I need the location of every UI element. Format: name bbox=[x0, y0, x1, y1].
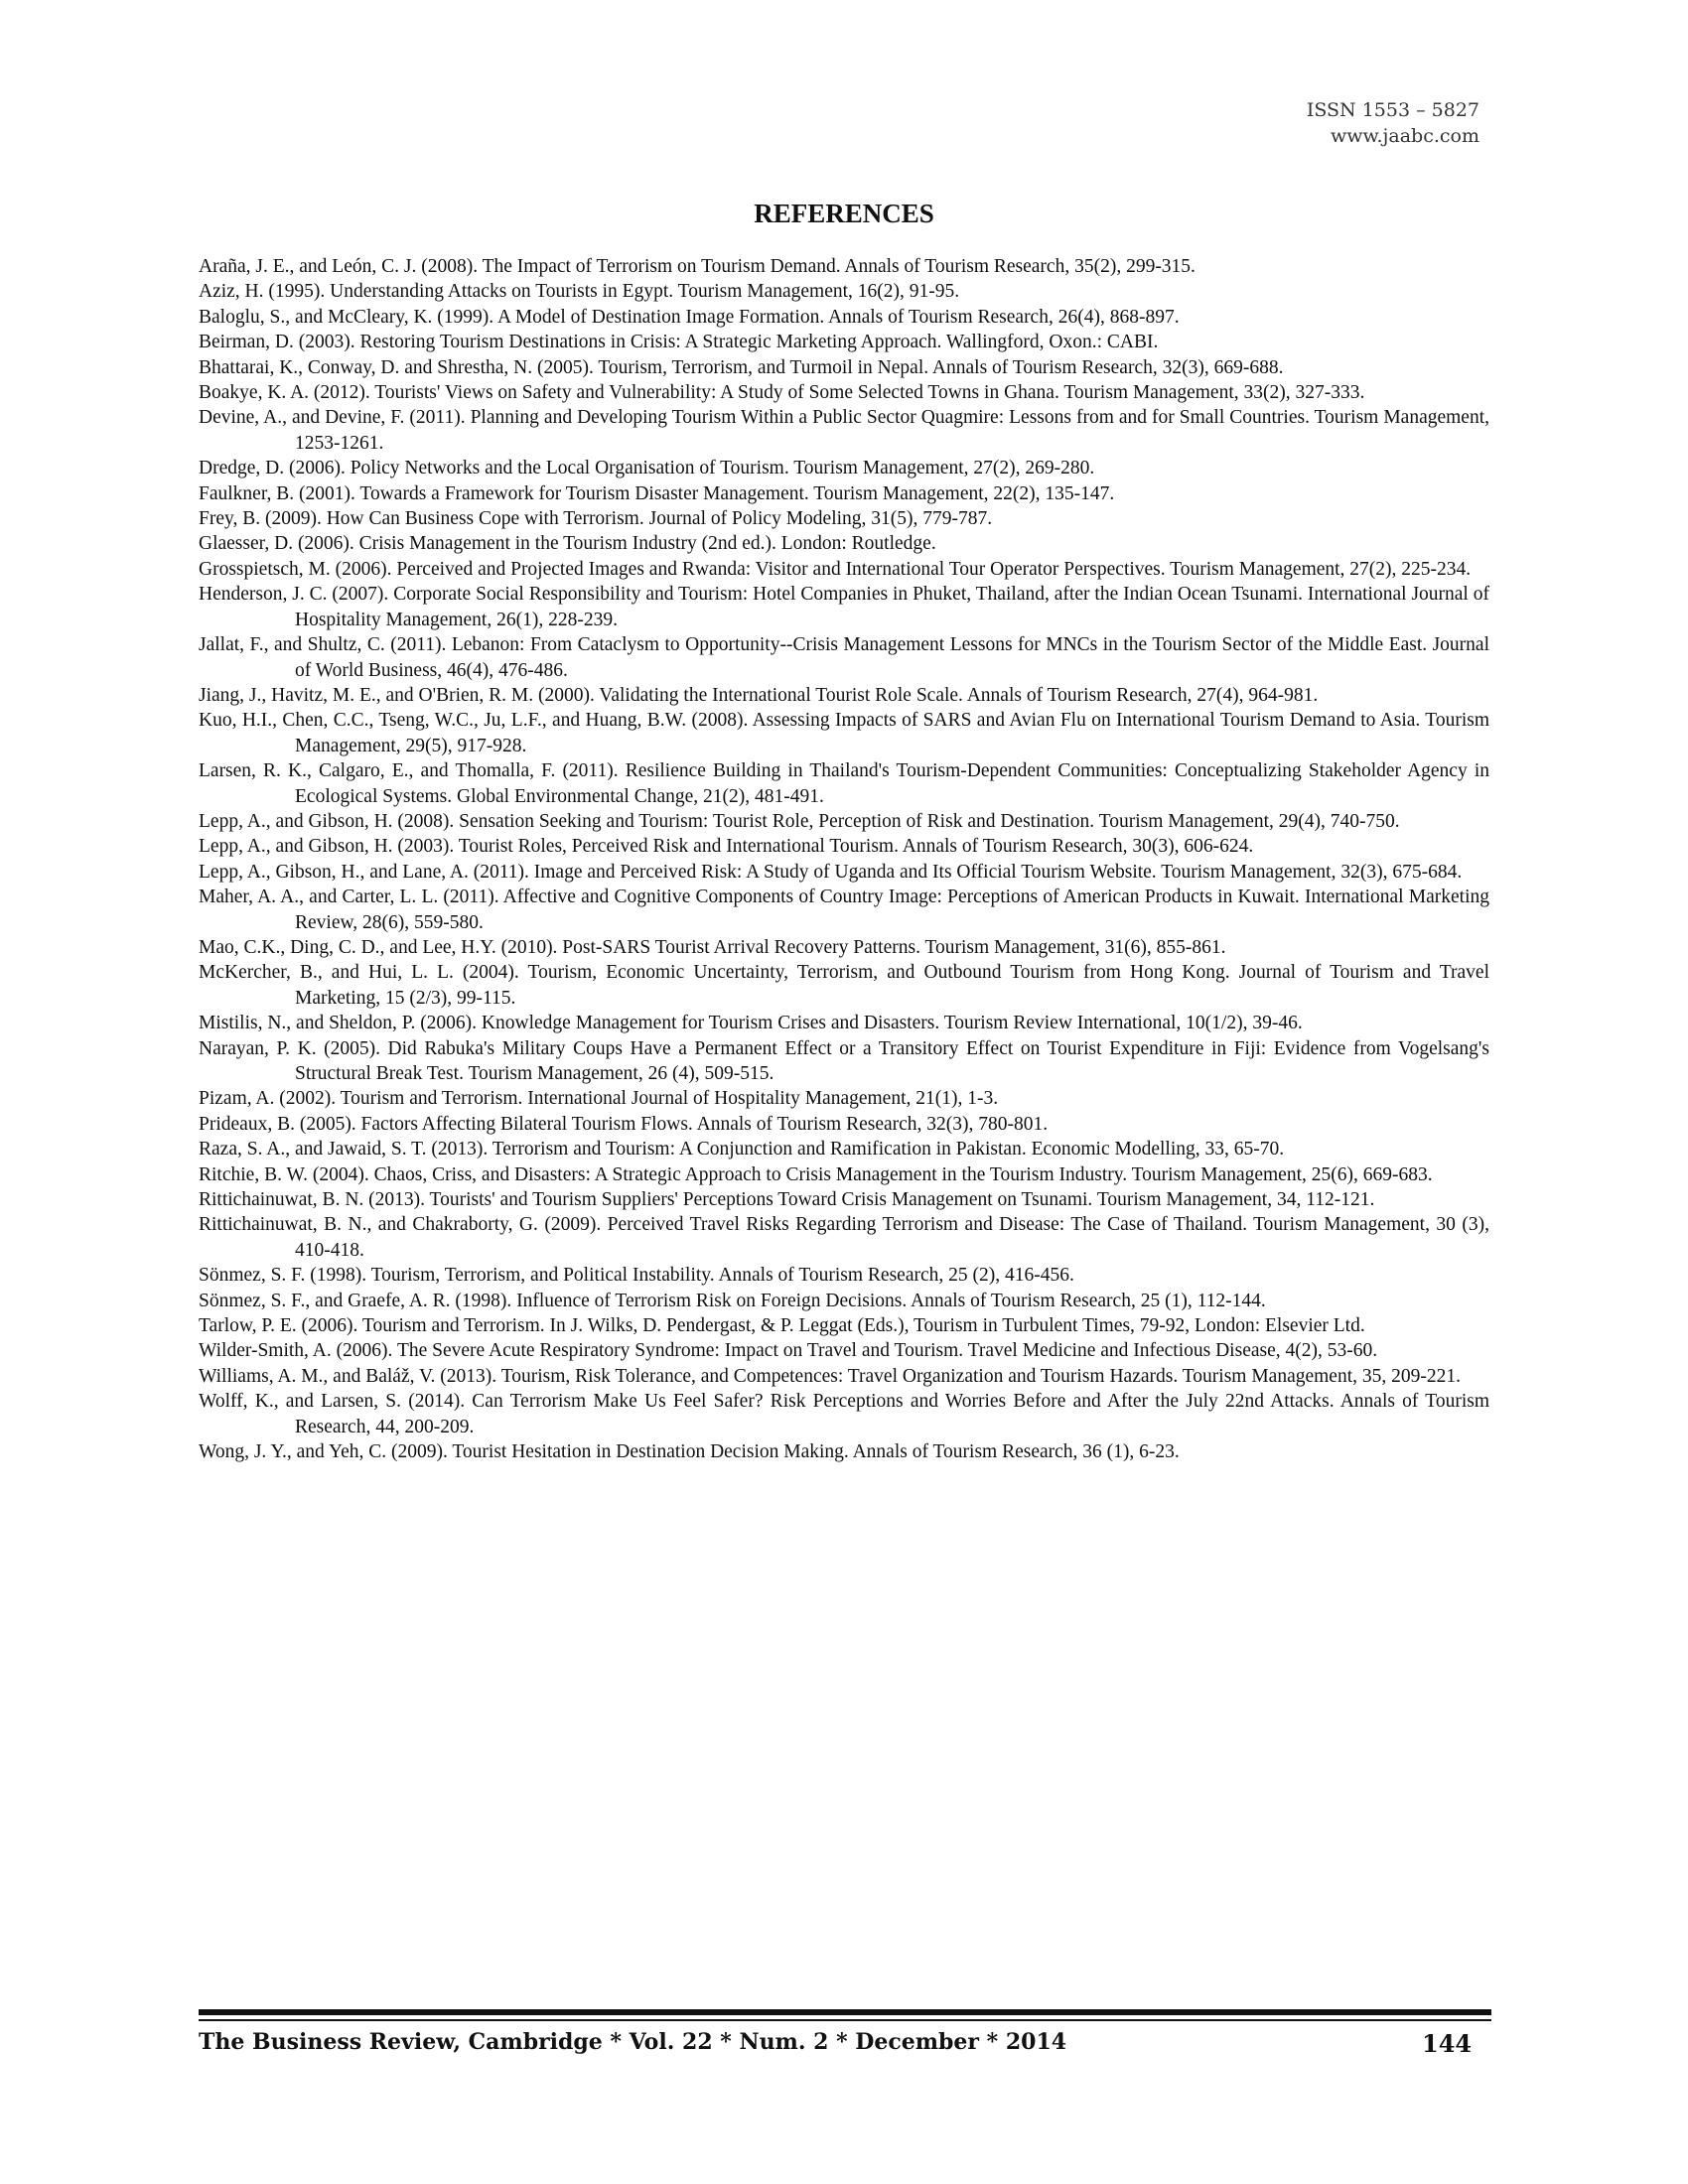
page-header bbox=[1307, 97, 1479, 149]
reference-item: McKercher, B., and Hui, L. L. (2004). Tourism, Economic Uncertainty, Terrorism, and Outbound Tourism from Hong Kong. Journal of Tourism and Travel Marketing, 15 (2/3), 99-115. bbox=[199, 962, 1489, 1009]
reference-item: Grosspietsch, M. (2006). Perceived and Projected Images and Rwanda: Visitor and International Tour Operator Perspectives. Tourism Management, 27(2), 225-234. bbox=[199, 558, 1472, 580]
issn-label: ISSN 1553 – 5827 bbox=[1306, 99, 1479, 121]
reference-item: Mao, C.K., Ding, C. D., and Lee, H.Y. (2010). Post-SARS Tourist Arrival Recovery Patterns. Tourism Management, 31(6), 855-861. bbox=[199, 936, 1226, 958]
reference-item: Lepp, A., and Gibson, H. (2008). Sensation Seeking and Tourism: Tourist Role, Perception of Risk and Destination. Tourism Management, 29(4), 740-750. bbox=[199, 810, 1400, 832]
reference-item: Sönmez, S. F., and Graefe, A. R. (1998). Influence of Terrorism Risk on Foreign Decisions. Annals of Tourism Research, 25 (1), 112-144. bbox=[199, 1290, 1266, 1311]
reference-item: Boakye, K. A. (2012). Tourists' Views on Safety and Vulnerability: A Study of Some Selected Towns in Ghana. Tourism Management, 33(2), 327-333. bbox=[199, 382, 1365, 404]
reference-item: Bhattarai, K., Conway, D. and Shrestha, N. (2005). Tourism, Terrorism, and Turmoil in Nepal. Annals of Tourism Research, 32(3), 669-688. bbox=[199, 356, 1284, 378]
page-number: 144 bbox=[1422, 2029, 1473, 2058]
reference-item: Lepp, A., Gibson, H., and Lane, A. (2011). Image and Perceived Risk: A Study of Uganda and Its Official Tourism Website. Tourism Management, 32(3), 675-684. bbox=[199, 861, 1463, 883]
journal-footer: The Business Review, Cambridge * Vol. 22 * Num. 2 * December * 2014 bbox=[199, 2029, 1067, 2055]
reference-item: Narayan, P. K. (2005). Did Rabuka's Military Coups Have a Permanent Effect or a Transitory Effect on Tourist Expenditure in Fiji: Evidence from Vogelsang's Structural Break Test. Tourism Management, 26 (4), 509-515. bbox=[199, 1037, 1489, 1084]
reference-item: Aziz, H. (1995). Understanding Attacks on Tourists in Egypt. Tourism Management, 16(2), 91-95. bbox=[199, 281, 960, 303]
reference-item: Jallat, F., and Shultz, C. (2011). Lebanon: From Cataclysm to Opportunity--Crisis Management Lessons for MNCs in the Tourism Sector of the Middle East. Journal of World Business, 46(4), 476-486. bbox=[199, 634, 1489, 681]
reference-item: Maher, A. A., and Carter, L. L. (2011). Affective and Cognitive Components of Country Image: Perceptions of American Products in Kuwait. International Marketing Review, 28(6), 559-580. bbox=[199, 887, 1489, 933]
reference-item: Dredge, D. (2006). Policy Networks and the Local Organisation of Tourism. Tourism Management, 27(2), 269-280. bbox=[199, 458, 1095, 479]
reference-item: Rittichainuwat, B. N. (2013). Tourists' and Tourism Suppliers' Perceptions Toward Crisis Management on Tsunami. Tourism Management, 34, 112-121. bbox=[199, 1189, 1375, 1211]
reference-item: Baloglu, S., and McCleary, K. (1999). A Model of Destination Image Formation. Annals of Tourism Research, 26(4), 868-897. bbox=[199, 306, 1180, 328]
reference-item: Wilder-Smith, A. (2006). The Severe Acute Respiratory Syndrome: Impact on Travel and Tourism. Travel Medicine and Infectious Disease, 4(2), 53-60. bbox=[199, 1340, 1378, 1362]
reference-list bbox=[199, 254, 1489, 1465]
reference-item: Raza, S. A., and Jawaid, S. T. (2013). Terrorism and Tourism: A Conjunction and Ramification in Pakistan. Economic Modelling, 33, 65-70. bbox=[199, 1139, 1285, 1160]
reference-item: Jiang, J., Havitz, M. E., and O'Brien, R. M. (2000). Validating the International Tourist Role Scale. Annals of Tourism Research, 27(4), 964-981. bbox=[199, 684, 1319, 706]
reference-item: Sönmez, S. F. (1998). Tourism, Terrorism, and Political Instability. Annals of Tourism Research, 25 (2), 416-456. bbox=[199, 1265, 1074, 1287]
reference-item: Faulkner, B. (2001). Towards a Framework for Tourism Disaster Management. Tourism Management, 22(2), 135-147. bbox=[199, 482, 1115, 504]
reference-item: Wolff, K., and Larsen, S. (2014). Can Terrorism Make Us Feel Safer? Risk Perceptions and Worries Before and After the July 22nd Attacks. Annals of Tourism Research, 44, 200-209. bbox=[199, 1391, 1489, 1437]
reference-item: Beirman, D. (2003). Restoring Tourism Destinations in Crisis: A Strategic Marketing Approach. Wallingford, Oxon.: CABI. bbox=[199, 332, 1159, 353]
reference-item: Tarlow, P. E. (2006). Tourism and Terrorism. In J. Wilks, D. Pendergast, & P. Leggat (Eds.), Tourism in Turbulent Times, 79-92, London: Elsevier Ltd. bbox=[199, 1315, 1365, 1337]
reference-item: Mistilis, N., and Sheldon, P. (2006). Knowledge Management for Tourism Crises and Disasters. Tourism Review International, 10(1/2), 39-46. bbox=[199, 1013, 1303, 1034]
reference-item: Rittichainuwat, B. N., and Chakraborty, G. (2009). Perceived Travel Risks Regarding Terrorism and Disease: The Case of Thailand. Tourism Management, 30 (3), 410-418. bbox=[199, 1214, 1489, 1261]
reference-item: Henderson, J. C. (2007). Corporate Social Responsibility and Tourism: Hotel Companies in Phuket, Thailand, after the Indian Ocean Tsunami. International Journal of Hospitality Management, 26(1), 228-239. bbox=[199, 584, 1489, 630]
reference-item: Pizam, A. (2002). Tourism and Terrorism. International Journal of Hospitality Management, 21(1), 1-3. bbox=[199, 1088, 999, 1110]
reference-item: Prideaux, B. (2005). Factors Affecting Bilateral Tourism Flows. Annals of Tourism Research, 32(3), 780-801. bbox=[199, 1113, 1049, 1135]
reference-item: Glaesser, D. (2006). Crisis Management in the Tourism Industry (2nd ed.). London: Routledge. bbox=[199, 533, 936, 555]
reference-item: Williams, A. M., and Baláž, V. (2013). Tourism, Risk Tolerance, and Competences: Travel Organization and Tourism Hazards. Tourism Management, 35, 209-221. bbox=[199, 1365, 1461, 1387]
reference-item: Kuo, H.I., Chen, C.C., Tseng, W.C., Ju, L.F., and Huang, B.W. (2008). Assessing Impacts of SARS and Avian Flu on International Tourism Demand to Asia. Tourism Management, 29(5), 917-928. bbox=[199, 710, 1489, 756]
reference-item: Frey, B. (2009). How Can Business Cope with Terrorism. Journal of Policy Modeling, 31(5), 779-787. bbox=[199, 508, 993, 530]
website-link[interactable]: www.jaabc.com bbox=[1330, 125, 1479, 147]
reference-item: Araña, J. E., and León, C. J. (2008). The Impact of Terrorism on Tourism Demand. Annals of Tourism Research, 35(2), 299-315. bbox=[199, 256, 1196, 277]
reference-item: Ritchie, B. W. (2004). Chaos, Criss, and Disasters: A Strategic Approach to Crisis Management in the Tourism Industry. Tourism Management, 25(6), 669-683. bbox=[199, 1163, 1433, 1185]
reference-item: Wong, J. Y., and Yeh, C. (2009). Tourist Hesitation in Destination Decision Making. Annals of Tourism Research, 36 (1), 6-23. bbox=[199, 1441, 1180, 1463]
reference-item: Devine, A., and Devine, F. (2011). Planning and Developing Tourism Within a Public Sector Quagmire: Lessons from and for Small Countries. Tourism Management, 1253-1261. bbox=[199, 407, 1489, 454]
reference-item: Lepp, A., and Gibson, H. (2003). Tourist Roles, Perceived Risk and International Tourism. Annals of Tourism Research, 30(3), 606-624. bbox=[199, 836, 1254, 858]
reference-item: Larsen, R. K., Calgaro, E., and Thomalla, F. (2011). Resilience Building in Thailand's Tourism-Dependent Communities: Conceptualizing Stakeholder Agency in Ecological Systems. Global Environmental Change, 21(2), 481-491. bbox=[199, 760, 1489, 807]
footer-rule-thin bbox=[199, 2019, 1491, 2021]
footer-rule bbox=[199, 2009, 1491, 2015]
section-title: REFERENCES bbox=[754, 199, 934, 228]
